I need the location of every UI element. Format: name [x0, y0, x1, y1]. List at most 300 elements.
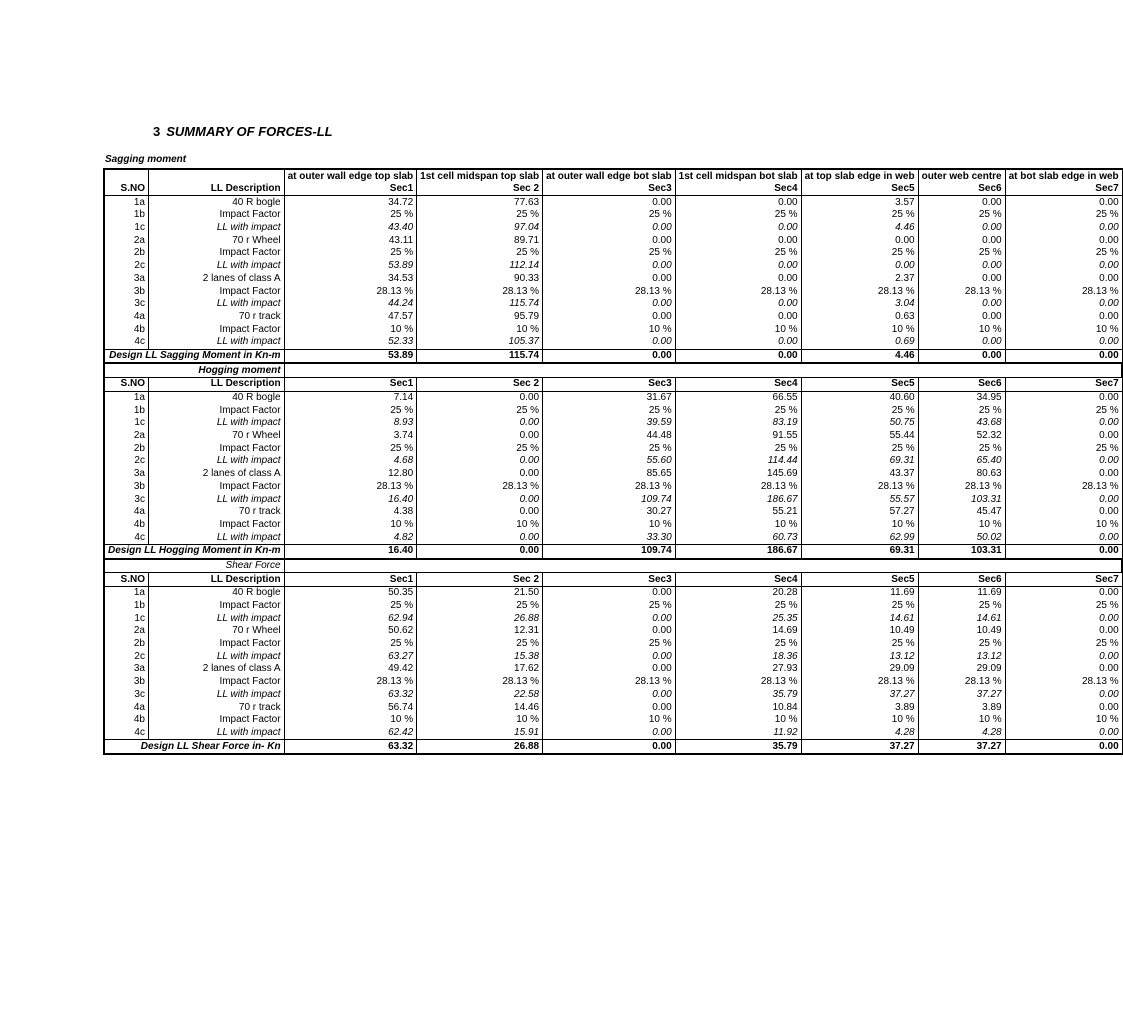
- row-value: 25 %: [1005, 638, 1122, 651]
- row-value: 28.13 %: [543, 676, 676, 689]
- row-value: 62.99: [801, 531, 918, 544]
- section-description: at outer wall edge top slab: [284, 169, 417, 183]
- row-description: LL with impact: [148, 493, 284, 506]
- row-description: LL with impact: [148, 298, 284, 311]
- row-value: 28.13 %: [675, 481, 801, 494]
- row-value: 28.13 %: [675, 285, 801, 298]
- row-sno: 1a: [104, 196, 148, 209]
- row-sno: 3c: [104, 298, 148, 311]
- row-sno: 2c: [104, 260, 148, 273]
- row-sno: 2b: [104, 247, 148, 260]
- row-sno: 1c: [104, 417, 148, 430]
- row-sno: 3b: [104, 481, 148, 494]
- row-value: 25 %: [1005, 209, 1122, 222]
- row-value: 25 %: [675, 209, 801, 222]
- row-description: Impact Factor: [148, 519, 284, 532]
- row-value: 10 %: [284, 519, 417, 532]
- row-value: 0.00: [543, 701, 676, 714]
- row-value: 25 %: [417, 442, 543, 455]
- row-value: 0.00: [1005, 587, 1122, 600]
- design-value: 16.40: [284, 544, 417, 558]
- row-value: 40.60: [801, 391, 918, 404]
- design-value: 0.00: [918, 349, 1005, 363]
- row-sno: 3c: [104, 689, 148, 702]
- section-description: at bot slab edge in web: [1005, 169, 1122, 183]
- column-header: Sec3: [543, 183, 676, 196]
- row-value: 10 %: [543, 519, 676, 532]
- row-value: 66.55: [675, 391, 801, 404]
- row-sno: 1b: [104, 600, 148, 613]
- table-row: [104, 727, 1122, 740]
- table-row: [104, 455, 1122, 468]
- row-value: 10.49: [801, 625, 918, 638]
- row-value: 10 %: [417, 323, 543, 336]
- row-value: 2.37: [801, 273, 918, 286]
- row-value: 10 %: [918, 519, 1005, 532]
- column-header: Sec1: [284, 183, 417, 196]
- row-sno: 2b: [104, 442, 148, 455]
- row-value: 10 %: [417, 519, 543, 532]
- row-description: LL with impact: [148, 222, 284, 235]
- row-value: 43.68: [918, 417, 1005, 430]
- row-value: 85.65: [543, 468, 676, 481]
- row-value: 4.68: [284, 455, 417, 468]
- row-description: LL with impact: [148, 455, 284, 468]
- section-title: SUMMARY OF FORCES-LL: [166, 124, 333, 139]
- row-description: LL with impact: [148, 417, 284, 430]
- row-value: 26.88: [417, 612, 543, 625]
- row-description: 2 lanes of class A: [148, 468, 284, 481]
- row-value: 10.49: [918, 625, 1005, 638]
- sagging-moment-heading: Sagging moment: [105, 154, 187, 165]
- row-value: 0.00: [801, 260, 918, 273]
- table-row: [104, 600, 1122, 613]
- row-value: 27.93: [675, 663, 801, 676]
- row-description: LL with impact: [148, 650, 284, 663]
- row-value: 25 %: [417, 209, 543, 222]
- row-value: 0.00: [918, 196, 1005, 209]
- row-description: LL with impact: [148, 727, 284, 740]
- table-row: [104, 442, 1122, 455]
- row-value: 109.74: [543, 493, 676, 506]
- row-value: 0.00: [417, 430, 543, 443]
- table-row: [104, 273, 1122, 286]
- row-value: 0.63: [801, 311, 918, 324]
- row-value: 30.27: [543, 506, 676, 519]
- table-row: [104, 689, 1122, 702]
- row-value: 28.13 %: [1005, 285, 1122, 298]
- row-value: 0.00: [417, 417, 543, 430]
- row-value: 11.92: [675, 727, 801, 740]
- section-heading-row: [104, 559, 1122, 573]
- row-value: 0.00: [918, 234, 1005, 247]
- row-value: 60.73: [675, 531, 801, 544]
- row-value: 25 %: [918, 247, 1005, 260]
- design-label: Design LL Shear Force in- Kn: [104, 740, 284, 754]
- row-description: 40 R bogle: [148, 391, 284, 404]
- row-value: 0.00: [1005, 391, 1122, 404]
- row-value: 28.13 %: [543, 285, 676, 298]
- row-value: 0.00: [543, 234, 676, 247]
- table-row: [104, 247, 1122, 260]
- row-value: 43.37: [801, 468, 918, 481]
- row-value: 62.42: [284, 727, 417, 740]
- row-value: 25 %: [918, 209, 1005, 222]
- row-value: 39.59: [543, 417, 676, 430]
- row-sno: 2a: [104, 625, 148, 638]
- row-value: 14.61: [918, 612, 1005, 625]
- row-value: 0.00: [1005, 234, 1122, 247]
- column-header: Sec 2: [417, 378, 543, 392]
- table-row: [104, 260, 1122, 273]
- row-value: 0.00: [675, 298, 801, 311]
- row-sno: 4a: [104, 311, 148, 324]
- column-header: Sec6: [918, 183, 1005, 196]
- row-value: 22.58: [417, 689, 543, 702]
- row-description: LL with impact: [148, 612, 284, 625]
- row-sno: 2a: [104, 234, 148, 247]
- column-header: Sec5: [801, 378, 918, 392]
- row-value: 55.21: [675, 506, 801, 519]
- row-value: 25 %: [918, 404, 1005, 417]
- row-value: 10 %: [801, 519, 918, 532]
- row-description: Impact Factor: [148, 600, 284, 613]
- section-description-header: [104, 169, 1122, 183]
- row-description: Impact Factor: [148, 247, 284, 260]
- section-description: at top slab edge in web: [801, 169, 918, 183]
- column-header: Sec4: [675, 378, 801, 392]
- row-value: 62.94: [284, 612, 417, 625]
- row-value: 80.63: [918, 468, 1005, 481]
- design-label: Design LL Hogging Moment in Kn-m: [104, 544, 284, 558]
- row-value: 43.40: [284, 222, 417, 235]
- row-value: 0.00: [1005, 222, 1122, 235]
- row-value: 0.00: [543, 663, 676, 676]
- row-value: 10 %: [675, 714, 801, 727]
- design-row: [104, 544, 1122, 558]
- row-value: 56.74: [284, 701, 417, 714]
- row-value: 0.00: [543, 587, 676, 600]
- row-value: 45.47: [918, 506, 1005, 519]
- row-value: 0.00: [1005, 493, 1122, 506]
- row-value: 115.74: [417, 298, 543, 311]
- table-row: [104, 612, 1122, 625]
- design-value: 0.00: [543, 740, 676, 754]
- row-value: 0.00: [543, 625, 676, 638]
- row-value: 10 %: [675, 519, 801, 532]
- row-value: 0.00: [543, 298, 676, 311]
- row-value: 28.13 %: [675, 676, 801, 689]
- table-row: [104, 663, 1122, 676]
- row-value: 0.00: [417, 493, 543, 506]
- row-description: Impact Factor: [148, 638, 284, 651]
- row-value: 95.79: [417, 311, 543, 324]
- row-description: Impact Factor: [148, 404, 284, 417]
- row-value: 0.00: [543, 650, 676, 663]
- row-value: 10.84: [675, 701, 801, 714]
- column-header: S.NO: [104, 573, 148, 587]
- row-sno: 2c: [104, 650, 148, 663]
- row-description: Impact Factor: [148, 285, 284, 298]
- table-row: [104, 701, 1122, 714]
- row-value: 0.00: [417, 468, 543, 481]
- column-header: LL Description: [148, 378, 284, 392]
- row-value: 28.13 %: [284, 285, 417, 298]
- row-value: 0.00: [417, 391, 543, 404]
- table-row: [104, 625, 1122, 638]
- row-value: 25 %: [675, 600, 801, 613]
- row-value: 0.00: [675, 196, 801, 209]
- row-value: 25 %: [543, 247, 676, 260]
- column-header: Sec7: [1005, 573, 1122, 587]
- table-row: [104, 391, 1122, 404]
- row-value: 43.11: [284, 234, 417, 247]
- row-value: 0.00: [918, 298, 1005, 311]
- row-value: 0.00: [1005, 701, 1122, 714]
- row-value: 12.31: [417, 625, 543, 638]
- row-value: 103.31: [918, 493, 1005, 506]
- row-value: 0.00: [1005, 455, 1122, 468]
- row-description: 2 lanes of class A: [148, 663, 284, 676]
- row-value: 15.38: [417, 650, 543, 663]
- row-value: 0.00: [543, 336, 676, 349]
- row-sno: 3a: [104, 468, 148, 481]
- column-header: Sec5: [801, 183, 918, 196]
- row-value: 25 %: [918, 638, 1005, 651]
- row-value: 0.00: [1005, 625, 1122, 638]
- row-value: 186.67: [675, 493, 801, 506]
- document-title: [153, 124, 333, 139]
- row-value: 17.62: [417, 663, 543, 676]
- row-value: 114.44: [675, 455, 801, 468]
- row-value: 0.00: [1005, 196, 1122, 209]
- table-row: [104, 285, 1122, 298]
- row-value: 28.13 %: [801, 481, 918, 494]
- row-value: 16.40: [284, 493, 417, 506]
- row-value: 28.13 %: [918, 676, 1005, 689]
- column-header: Sec1: [284, 378, 417, 392]
- row-value: 0.00: [675, 222, 801, 235]
- table-row: [104, 234, 1122, 247]
- column-header: Sec 2: [417, 573, 543, 587]
- column-header: Sec6: [918, 573, 1005, 587]
- row-value: 0.00: [918, 311, 1005, 324]
- row-value: 25 %: [675, 638, 801, 651]
- row-value: 112.14: [417, 260, 543, 273]
- row-value: 0.00: [543, 222, 676, 235]
- row-sno: 4c: [104, 336, 148, 349]
- row-value: 0.00: [1005, 336, 1122, 349]
- row-value: 0.00: [675, 311, 801, 324]
- row-value: 65.40: [918, 455, 1005, 468]
- row-value: 0.00: [918, 260, 1005, 273]
- design-value: 0.00: [675, 349, 801, 363]
- row-value: 10 %: [801, 323, 918, 336]
- design-value: 0.00: [543, 349, 676, 363]
- row-value: 69.31: [801, 455, 918, 468]
- row-sno: 2b: [104, 638, 148, 651]
- row-value: 0.00: [918, 222, 1005, 235]
- row-value: 28.13 %: [543, 481, 676, 494]
- row-sno: 3b: [104, 285, 148, 298]
- design-value: 4.46: [801, 349, 918, 363]
- row-value: 25 %: [417, 404, 543, 417]
- design-label: Design LL Sagging Moment in Kn-m: [104, 349, 284, 363]
- row-value: 0.00: [1005, 430, 1122, 443]
- row-value: 11.69: [918, 587, 1005, 600]
- row-value: 34.95: [918, 391, 1005, 404]
- table-row: [104, 676, 1122, 689]
- row-value: 25 %: [675, 404, 801, 417]
- design-value: 0.00: [417, 544, 543, 558]
- row-sno: 4c: [104, 727, 148, 740]
- column-header: Sec7: [1005, 378, 1122, 392]
- row-value: 0.00: [1005, 311, 1122, 324]
- design-value: 37.27: [801, 740, 918, 754]
- table-row: [104, 481, 1122, 494]
- table-row: [104, 209, 1122, 222]
- row-value: 25 %: [675, 247, 801, 260]
- row-value: 25 %: [918, 600, 1005, 613]
- row-value: 20.28: [675, 587, 801, 600]
- row-value: 44.48: [543, 430, 676, 443]
- row-description: LL with impact: [148, 336, 284, 349]
- header-blank-cell: [104, 169, 148, 183]
- row-value: 0.00: [1005, 273, 1122, 286]
- row-sno: 4a: [104, 506, 148, 519]
- table-row: [104, 336, 1122, 349]
- row-sno: 3c: [104, 493, 148, 506]
- table-row: [104, 468, 1122, 481]
- row-description: 70 r track: [148, 311, 284, 324]
- table-row: [104, 311, 1122, 324]
- row-value: 28.13 %: [417, 481, 543, 494]
- row-value: 4.28: [801, 727, 918, 740]
- row-value: 14.46: [417, 701, 543, 714]
- design-value: 0.00: [1005, 349, 1122, 363]
- section-heading-spacer: [284, 363, 1122, 377]
- row-value: 28.13 %: [801, 285, 918, 298]
- table-row: [104, 222, 1122, 235]
- row-value: 25 %: [801, 600, 918, 613]
- row-value: 10 %: [284, 714, 417, 727]
- column-header: Sec7: [1005, 183, 1122, 196]
- row-value: 29.09: [801, 663, 918, 676]
- row-value: 25 %: [284, 638, 417, 651]
- row-value: 0.00: [801, 234, 918, 247]
- row-value: 10 %: [543, 714, 676, 727]
- row-value: 25.35: [675, 612, 801, 625]
- row-description: Impact Factor: [148, 676, 284, 689]
- design-value: 0.00: [1005, 544, 1122, 558]
- section-heading-row: [104, 363, 1122, 377]
- row-value: 14.61: [801, 612, 918, 625]
- row-value: 0.00: [675, 260, 801, 273]
- table-row: [104, 650, 1122, 663]
- row-value: 0.00: [1005, 650, 1122, 663]
- row-value: 55.44: [801, 430, 918, 443]
- section-heading: Hogging moment: [104, 363, 284, 377]
- row-value: 0.00: [543, 196, 676, 209]
- row-value: 33.30: [543, 531, 676, 544]
- section-description: 1st cell midspan top slab: [417, 169, 543, 183]
- row-value: 0.00: [918, 336, 1005, 349]
- row-value: 25 %: [1005, 247, 1122, 260]
- table-row: [104, 404, 1122, 417]
- table-row: [104, 323, 1122, 336]
- row-value: 25 %: [801, 247, 918, 260]
- row-value: 50.62: [284, 625, 417, 638]
- row-value: 7.14: [284, 391, 417, 404]
- design-value: 0.00: [1005, 740, 1122, 754]
- row-value: 0.00: [543, 689, 676, 702]
- design-value: 37.27: [918, 740, 1005, 754]
- row-value: 25 %: [417, 638, 543, 651]
- row-description: 40 R bogle: [148, 587, 284, 600]
- row-value: 25 %: [543, 600, 676, 613]
- row-value: 0.00: [1005, 531, 1122, 544]
- row-value: 25 %: [1005, 442, 1122, 455]
- row-description: LL with impact: [148, 531, 284, 544]
- row-value: 0.00: [417, 506, 543, 519]
- row-value: 25 %: [543, 209, 676, 222]
- row-sno: 1b: [104, 404, 148, 417]
- row-value: 0.00: [1005, 298, 1122, 311]
- table-row: [104, 519, 1122, 532]
- design-value: 109.74: [543, 544, 676, 558]
- row-value: 3.89: [801, 701, 918, 714]
- row-value: 25 %: [1005, 404, 1122, 417]
- row-description: 2 lanes of class A: [148, 273, 284, 286]
- row-description: Impact Factor: [148, 714, 284, 727]
- row-value: 83.19: [675, 417, 801, 430]
- section-number: 3: [153, 124, 161, 139]
- row-value: 0.00: [543, 612, 676, 625]
- row-value: 28.13 %: [918, 481, 1005, 494]
- row-value: 4.38: [284, 506, 417, 519]
- column-header-row: [104, 183, 1122, 196]
- section-description: outer web centre: [918, 169, 1005, 183]
- row-value: 34.72: [284, 196, 417, 209]
- row-value: 25 %: [675, 442, 801, 455]
- row-sno: 3b: [104, 676, 148, 689]
- row-value: 55.57: [801, 493, 918, 506]
- row-value: 10 %: [417, 714, 543, 727]
- table-row: [104, 493, 1122, 506]
- column-header: S.NO: [104, 378, 148, 392]
- row-value: 25 %: [417, 600, 543, 613]
- row-sno: 2a: [104, 430, 148, 443]
- row-sno: 2c: [104, 455, 148, 468]
- row-value: 52.32: [918, 430, 1005, 443]
- row-value: 52.33: [284, 336, 417, 349]
- section-description: at outer wall edge bot slab: [543, 169, 676, 183]
- row-value: 0.00: [1005, 612, 1122, 625]
- column-header: Sec 2: [417, 183, 543, 196]
- row-value: 28.13 %: [1005, 676, 1122, 689]
- section-heading: Shear Force: [104, 559, 284, 573]
- row-value: 0.00: [675, 234, 801, 247]
- row-value: 0.00: [417, 455, 543, 468]
- design-value: 103.31: [918, 544, 1005, 558]
- row-value: 12.80: [284, 468, 417, 481]
- column-header-row: [104, 573, 1122, 587]
- row-value: 91.55: [675, 430, 801, 443]
- row-value: 3.57: [801, 196, 918, 209]
- row-value: 15.91: [417, 727, 543, 740]
- row-description: 70 r track: [148, 506, 284, 519]
- row-value: 3.89: [918, 701, 1005, 714]
